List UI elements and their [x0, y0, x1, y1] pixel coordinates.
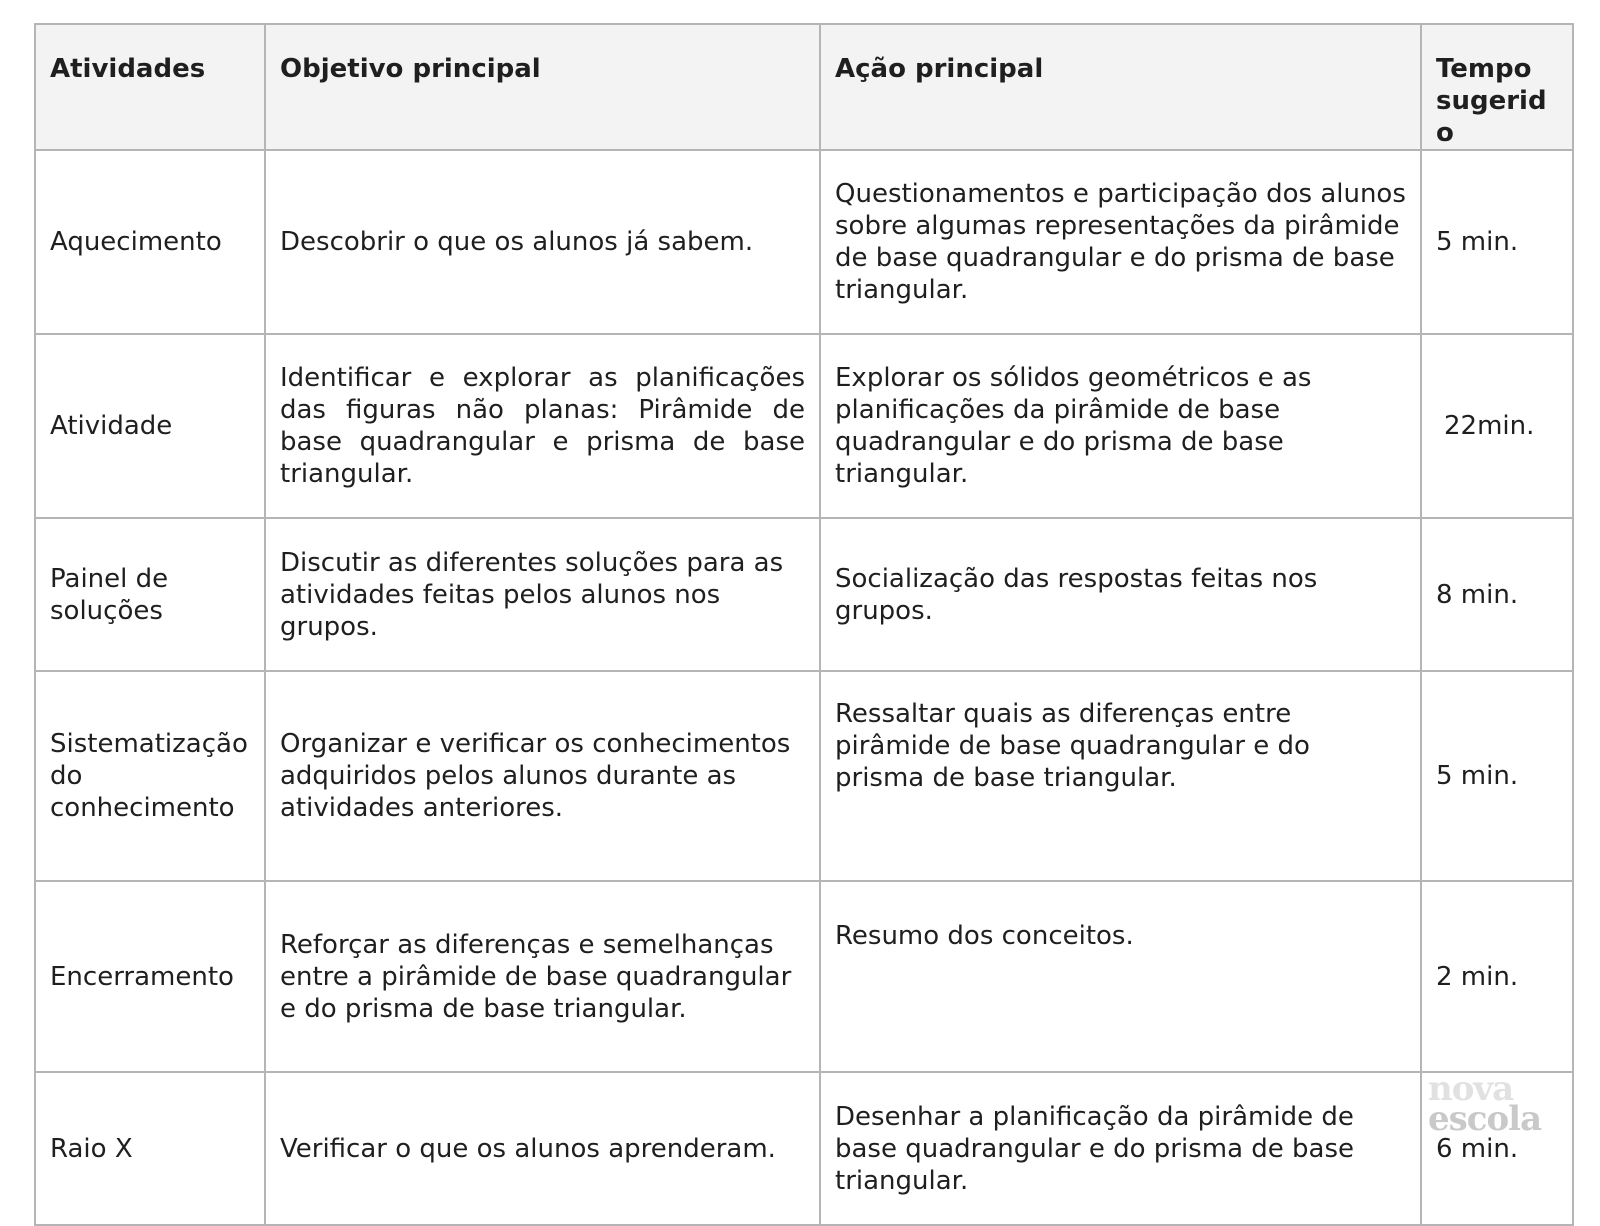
header-objetivo: Objetivo principal: [265, 24, 820, 150]
cell-acao: Socialização das respostas feitas nos grupos.: [820, 518, 1421, 671]
table-row: [35, 881, 1573, 1072]
cell-tempo: 5 min.: [1421, 150, 1573, 334]
cell-acao: Ressaltar quais as diferenças entre pirâmide de base quadrangular e do prisma de base triangular.: [820, 671, 1421, 881]
cell-acao: Explorar os sólidos geométricos e as planificações da pirâmide de base quadrangular e do prisma de base triangular.: [820, 334, 1421, 518]
cell-objetivo: Descobrir o que os alunos já sabem.: [265, 150, 820, 334]
watermark-line-1: nova: [1428, 1069, 1514, 1109]
cell-objetivo: Organizar e verificar os conhecimentos adquiridos pelos alunos durante as atividades anteriores.: [265, 671, 820, 881]
cell-atividade: Raio X: [35, 1072, 265, 1225]
cell-atividade: Encerramento: [35, 881, 265, 1072]
cell-acao: Desenhar a planificação da pirâmide de base quadrangular e do prisma de base triangular.: [820, 1072, 1421, 1225]
table-row: [35, 518, 1573, 671]
cell-tempo: 5 min.: [1421, 671, 1573, 881]
nova-escola-watermark-logo: [1428, 1069, 1542, 1139]
header-acao: Ação principal: [820, 24, 1421, 150]
cell-atividade: Aquecimento: [35, 150, 265, 334]
cell-tempo: 8 min.: [1421, 518, 1573, 671]
cell-atividade: Sistematização do conhecimento: [35, 671, 265, 881]
table-row: [35, 1072, 1573, 1225]
watermark-line-2: escola: [1428, 1099, 1542, 1139]
header-atividades: Atividades: [35, 24, 265, 150]
cell-tempo: 6 min.: [1421, 1072, 1573, 1225]
table-row: [35, 671, 1573, 881]
cell-atividade: Painel de soluções: [35, 518, 265, 671]
cell-objetivo: Identificar e explorar as planificações das figuras não planas: Pirâmide de base quadrangular e prisma de base triangular.: [265, 334, 820, 518]
cell-acao: Questionamentos e participação dos alunos sobre algumas representações da pirâmide de base quadrangular e do prisma de base triangular.: [820, 150, 1421, 334]
cell-tempo: 2 min.: [1421, 881, 1573, 1072]
table-row: [35, 334, 1573, 518]
table-row: [35, 150, 1573, 334]
activity-table-container: [34, 23, 1572, 1226]
cell-atividade: Atividade: [35, 334, 265, 518]
activity-table: [34, 23, 1574, 1226]
cell-acao: Resumo dos conceitos.: [820, 881, 1421, 1072]
cell-tempo: 22min.: [1421, 334, 1573, 518]
header-tempo: Tempo sugerido: [1421, 24, 1573, 150]
cell-objetivo: Verificar o que os alunos aprenderam.: [265, 1072, 820, 1225]
cell-objetivo: Reforçar as diferenças e semelhanças entre a pirâmide de base quadrangular e do prisma de base triangular.: [265, 881, 820, 1072]
table-header-row: [35, 24, 1573, 150]
cell-objetivo: Discutir as diferentes soluções para as atividades feitas pelos alunos nos grupos.: [265, 518, 820, 671]
